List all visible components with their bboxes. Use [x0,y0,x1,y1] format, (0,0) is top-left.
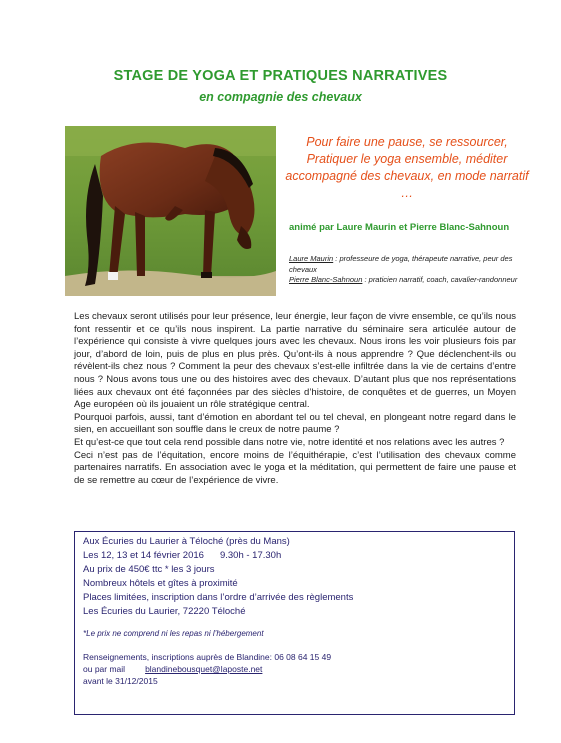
description [74,311,516,487]
paragraph: Pourquoi parfois, aussi, tant d’émotion en abordant tel ou tel cheval, en plongeant notre regard dans le sien, en accueillant son souffle dans le creux de notre paume ? [74,411,516,436]
hosts-line: animé par Laure Maurin et Pierre Blanc-Sahnoun [289,222,510,233]
page-subtitle: en compagnie des chevaux [199,90,362,104]
info-hotels: Nombreux hôtels et gîtes à proximité [83,578,238,589]
contact-info [83,651,331,687]
bio-desc: : professeure de yoga, thérapeute narrative, peur des chevaux [289,254,513,274]
info-dates: Les 12, 13 et 14 février 2016 [83,550,204,561]
paragraph: Les chevaux seront utilisés pour leur présence, leur énergie, leur façon de vivre ensemble, ce qu’ils nous font ressentir et ce qu’ils nous inspirent. La partie narrative du séminaire sera articulée autour de l’expérience qui consiste à vivre quelques jours avec les chevaux. Nous irons les voir plusieurs fois par jour, d’abord de loin, puis de plus en plus près. Qu’ont-ils à nous apprendre ? Que déclenchent-ils ou révèlent-ils chez nous ? Comment la peur des chevaux s’est-elle infiltrée dans la vie de certains d’entre nous ? Nous avons tous une ou des histoires avec des chevaux. D’autant plus que nos représentations liées aux chevaux ont été façonnées par des siècles d’histoire, de conquêtes et de guerres, un Moyen Age européen où ils jouaient un rôle stratégique central. [74,311,516,411]
mail-label: ou par mail [83,664,126,674]
info-hours: 9.30h - 17.30h [219,550,282,561]
intro-line: accompagné des chevaux, en mode narratif … [285,169,529,200]
deadline: avant le 31/12/2015 [83,676,158,686]
bio-name: Laure Maurin [289,254,334,263]
intro-text [282,134,532,202]
intro-line: Pratiquer le yoga ensemble, méditer [306,152,508,166]
info-dates-row [83,549,353,563]
paragraph: Ceci n’est pas de l’équitation, encore moins de l’équithérapie, c’est l’utilisation des chevaux comme partenaires narratifs. En association avec le yoga et la méditation, qui permettent de faire une pause et de se remettre au cœur de l’expérience de vivre. [74,449,516,486]
practical-info [83,535,353,619]
info-place: Aux Écuries du Laurier à Téloché (près du Mans) [83,536,290,547]
bio-pierre [289,275,539,286]
paragraph: Et qu’est-ce que tout cela rend possible dans notre vie, notre identité et nos relations avec les autres ? [74,436,505,448]
page-title: STAGE DE YOGA ET PRATIQUES NARRATIVES [113,68,448,84]
info-places: Places limitées, inscription dans l’ordre d’arrivée des règlements [83,592,354,603]
hosts-bios [289,254,539,286]
info-address: Les Écuries du Laurier, 72220 Téloché [83,606,246,617]
contact-mail-row [83,663,331,675]
contact-phone: Renseignements, inscriptions auprès de Blandine: 06 08 64 15 49 [83,652,332,662]
bio-desc: : praticien narratif, coach, cavalier-randonneur [362,275,518,284]
info-box [74,531,515,715]
email-link[interactable]: blandinebousquet@laposte.net [145,664,263,674]
intro-line: Pour faire une pause, se ressourcer, [306,135,508,149]
info-price: Au prix de 450€ ttc * les 3 jours [83,564,215,575]
bio-laure [289,254,539,275]
bio-name: Pierre Blanc-Sahnoun [289,275,363,284]
price-footnote: *Le prix ne comprend ni les repas ni l’hébergement [83,629,264,638]
horse-photo [65,126,276,296]
